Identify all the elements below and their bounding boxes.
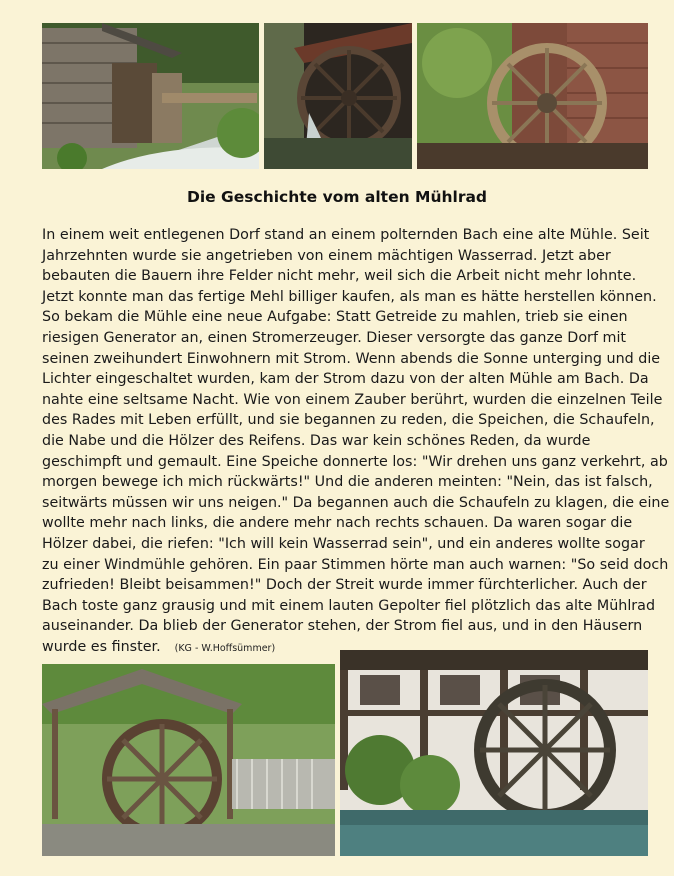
story-line: morgen bewege ich mich rückwärts!" Und die anderen meinten: "Nein, das ist falsch, [42,474,653,491]
story-line-final: wurde es finster. [42,638,161,655]
story-line: bebauten die Bauern ihre Felder nicht mehr, weil sich die Arbeit nicht mehr lohnte. [42,268,637,285]
author-credit: (KG - W.Hoffsümmer) [174,642,276,654]
story-line: des Rades mit Leben erfüllt, und sie begannen zu reden, die Speichen, die Schaufeln, [42,412,655,429]
photo-dark-mill-wheel [264,23,412,169]
story-line: Lichter eingeschaltet wurden, kam der Strom dazu von der alten Mühle am Bach. Da [42,371,649,388]
story-line: die Nabe und die Hölzer des Reifens. Das war kein schönes Reden, da wurde [42,432,591,449]
story-line: wollte mehr nach links, die andere mehr nach rechts schauen. Da waren sogar die [42,515,633,532]
photo-brick-mill-wheel [417,23,648,169]
photo-half-timbered-mill [340,650,648,856]
photo-wooden-wheel-shelter [42,664,335,856]
story-line: So bekam die Mühle eine neue Aufgabe: Statt Getreide zu mahlen, trieb sie einen [42,309,628,326]
story-line: Hölzer dabei, die riefen: "Ich will kein Wasserrad sein", und ein anderes wollte sogar [42,535,645,552]
story-line: seinen zweihundert Einwohnern mit Strom. Wenn abends die Sonne unterging und die [42,350,661,367]
story-line: zufrieden! Bleibt beisammen!" Doch der Streit wurde immer fürchterlicher. Auch der [42,577,647,594]
story-line: geschimpft und gemault. Eine Speiche donnerte los: "Wir drehen uns ganz verkehrt, ab [42,453,668,470]
story-line: riesigen Generator an, einen Stromerzeuger. Dieser versorgte das ganze Dorf mit [42,329,627,346]
story-line: Jahrzehnten wurde sie angetrieben von einem mächtigen Wasserrad. Jetzt aber [42,247,611,264]
story-line: Jetzt konnte man das fertige Mehl billiger kaufen, als man es hätte herstellen können. [42,288,657,305]
story-line: auseinander. Da blieb der Generator stehen, der Strom fiel aus, und in den Häusern [42,618,643,635]
story-line: zu einer Windmühle gehören. Ein paar Stimmen hörte man auch warnen: "So seid doch [42,556,669,573]
story-line: Bach toste ganz grausig und mit einem lauten Gepolter fiel plötzlich das alte Mühlrad [42,597,656,614]
story-line: In einem weit entlegenen Dorf stand an einem polternden Bach eine alte Mühle. Seit [42,227,650,243]
page-title: Die Geschichte vom alten Mühlrad [186,188,488,206]
photo-wooden-mill-stream [42,23,259,169]
story-line: nahte eine seltsame Nacht. Wie von einem Zauber berührt, wurden die einzelnen Teile [42,391,663,408]
story-text [42,225,670,659]
story-line: seitwärts müssen wir uns neigen." Da begannen auch die Schaufeln zu klagen, die eine [42,494,670,511]
